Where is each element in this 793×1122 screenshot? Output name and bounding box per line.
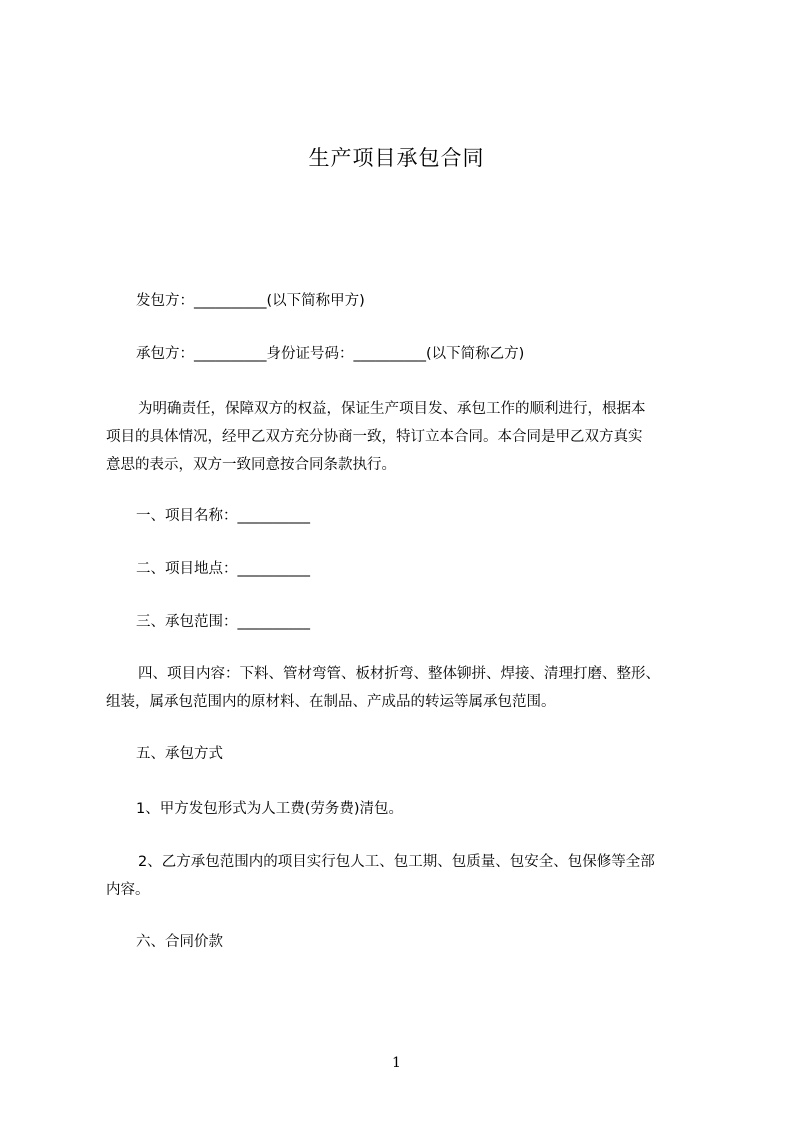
clause-method-2: [106, 848, 711, 904]
clause-project-content: [106, 660, 711, 716]
page-number: 1: [392, 1055, 401, 1071]
clause-contract-method: 五、承包方式: [136, 746, 223, 762]
clause-contract-scope: 三、承包范围：__________: [136, 614, 310, 630]
preamble-paragraph: [106, 395, 711, 479]
clause-project-location: 二、项目地点：__________: [136, 561, 310, 577]
preamble-line-3: 意思的表示，双方一致同意按合同条款执行。: [106, 457, 396, 473]
document-title: 生产项目承包合同: [308, 146, 485, 170]
party-b-line: 承包方：__________身份证号码：__________(以下简称乙方): [136, 346, 525, 362]
project-content-line-1: 四、项目内容：下料、管材弯管、板材折弯、整体铆拼、焊接、清理打磨、整形、: [138, 666, 660, 682]
party-a-line: 发包方：__________(以下简称甲方): [136, 293, 365, 309]
clause-method-1: 1、甲方发包形式为人工费(劳务费)清包。: [136, 801, 404, 817]
project-content-line-2: 组装，属承包范围内的原材料、在制品、产成品的转运等属承包范围。: [106, 694, 556, 710]
method-2-line-2: 内容。: [106, 882, 150, 898]
preamble-line-1: 为明确责任，保障双方的权益，保证生产项目发、承包工作的顺利进行，根据本: [138, 401, 646, 417]
clause-project-name: 一、项目名称：__________: [136, 508, 310, 524]
method-2-line-1: 2、乙方承包范围内的项目实行包人工、包工期、包质量、包安全、包保修等全部: [138, 854, 655, 870]
preamble-line-2: 项目的具体情况，经甲乙双方充分协商一致，特订立本合同。本合同是甲乙双方真实: [106, 429, 643, 445]
clause-contract-price: 六、合同价款: [136, 934, 223, 950]
